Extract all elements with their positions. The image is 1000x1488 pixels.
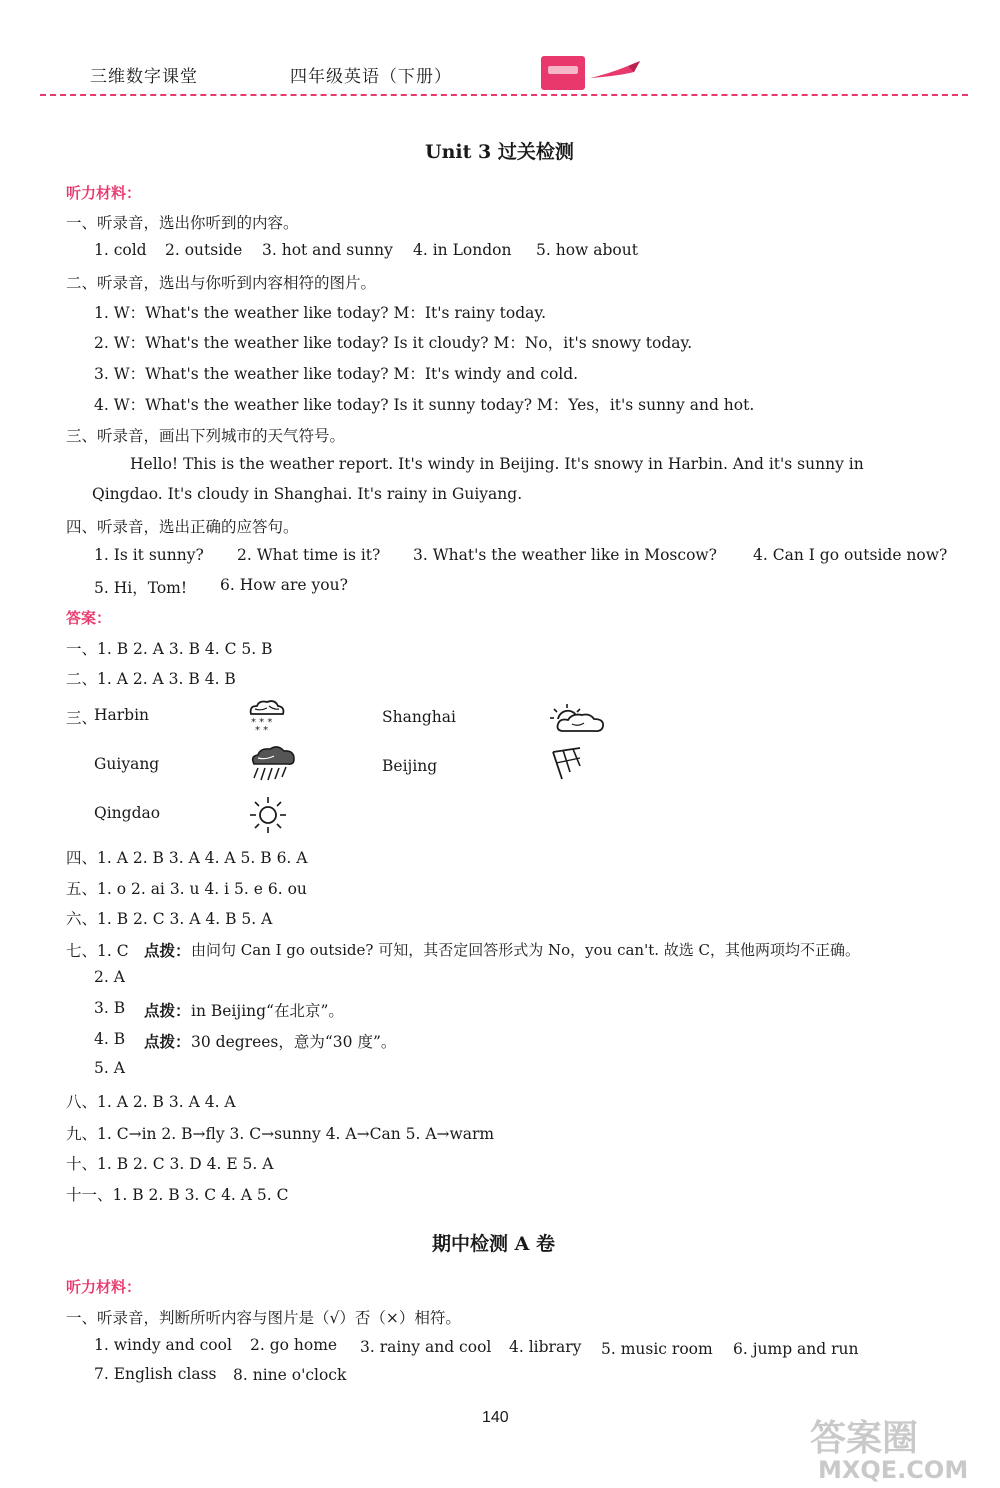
rocket-icon [588,58,643,82]
midterm-listening-label: 听力材料： [66,1278,142,1296]
s3-paragraph-line-1: Hello! This is the weather report. It's windy in Beijing. It's snowy in Harbin. And it's sunny in [130,455,864,473]
answer-line: 六、1. B 2. C 3. A 4. B 5. A [66,910,273,928]
unit3-title: Unit 3 过关检测 [425,141,574,163]
page-number: 140 [482,1409,509,1426]
midterm-s1-heading: 一、听录音，判断所听内容与图片是（√）否（×）相符。 [66,1309,461,1327]
city-label: Guiyang [94,755,160,773]
cloudy-icon [548,703,608,737]
s1-item: 5. how about [536,241,638,259]
answer-7-1: 七、1. C [66,942,129,960]
answer-line: 五、1. o 2. ai 3. u 4. i 5. e 6. ou [66,880,307,898]
s1-item: 4. in London [413,241,512,259]
answer-line: 十、1. B 2. C 3. D 4. E 5. A [66,1155,274,1173]
hint-text: in Beijing“在北京”。 [191,1002,344,1020]
snowy-icon [245,698,287,734]
unit3-listening-label: 听力材料： [66,184,142,202]
s3-heading: 三、听录音，画出下列城市的天气符号。 [66,427,346,445]
s2-line: 1. W：What's the weather like today? M：It's rainy today. [94,304,546,322]
svg-text:* *: * * [255,725,269,736]
svg-text:* * *: * * * [251,717,273,728]
city-label: Beijing [382,757,438,775]
s4-item: 6. How are you? [220,576,348,594]
watermark-cn: 答案圈 [810,1418,919,1459]
hint-text: 由问句 Can I go outside? 可知，其否定回答形式为 No，you can't. 故选 C，其他两项均不正确。 [191,941,861,959]
midterm-item: 4. library [509,1338,582,1356]
s1-item: 3. hot and sunny [262,241,393,259]
answer-7-4: 4. B [94,1030,126,1048]
city-label: Harbin [94,706,150,724]
header-divider [40,94,968,96]
midterm-item: 1. windy and cool [94,1336,232,1354]
midterm-item: 5. music room [601,1340,713,1358]
answer-line: 九、1. C→in 2. B→fly 3. C→sunny 4. A→Can 5. A→warm [66,1125,495,1143]
midterm-item: 6. jump and run [733,1340,859,1358]
s4-item: 1. Is it sunny? [94,546,204,564]
hint-label: 点拨： [144,1032,191,1051]
s1-item: 1. cold [94,241,147,259]
s1-item: 2. outside [165,241,243,259]
s4-item: 5. Hi，Tom! [94,579,188,597]
s2-heading: 二、听录音，选出与你听到内容相符的图片。 [66,274,377,292]
watermark: MXQE.COM [818,1456,969,1484]
answer-line: 四、1. A 2. B 3. A 4. A 5. B 6. A [66,849,308,867]
answer-line: 八、1. A 2. B 3. A 4. A [66,1093,236,1111]
s3-paragraph-line-2: Qingdao. It's cloudy in Shanghai. It's rainy in Guiyang. [92,485,523,503]
midterm-item: 7. English class [94,1365,217,1383]
midterm-item: 2. go home [250,1336,338,1354]
answers-label: 答案： [66,609,112,627]
s2-line: 3. W：What's the weather like today? M：It's windy and cold. [94,365,579,383]
brand-logo [541,56,585,90]
answer-line: 十一、1. B 2. B 3. C 4. A 5. C [66,1186,289,1204]
midterm-item: 3. rainy and cool [360,1338,492,1356]
answer-7-2: 2. A [94,968,125,986]
header-subject: 四年级英语（下册） [290,67,452,87]
s1-heading: 一、听录音，选出你听到的内容。 [66,214,299,232]
s2-line: 2. W：What's the weather like today? Is it cloudy? M：No，it's snowy today. [94,334,693,352]
answer-line: 一、1. B 2. A 3. B 4. C 5. B [66,640,273,658]
s4-item: 2. What time is it? [237,546,381,564]
midterm-title: 期中检测 A 卷 [432,1233,555,1255]
answer-7-5: 5. A [94,1059,125,1077]
s4-item: 3. What's the weather like in Moscow? [413,546,717,564]
city-label: Qingdao [94,804,161,822]
sunny-icon [248,795,288,835]
hint-label: 点拨： [144,941,191,960]
rainy-icon [248,744,298,784]
hint-label: 点拨： [144,1001,191,1020]
header-series: 三维数字课堂 [90,67,198,87]
s2-line: 4. W：What's the weather like today? Is it sunny today? M：Yes，it's sunny and hot. [94,396,755,414]
s4-heading: 四、听录音，选出正确的应答句。 [66,518,299,536]
windy-icon [550,746,586,782]
city-label: Shanghai [382,708,456,726]
s4-item: 4. Can I go outside now? [753,546,948,564]
hint-text: 30 degrees，意为“30 度”。 [191,1033,397,1051]
answer-3-prefix: 三、 [66,709,98,727]
answer-7-3: 3. B [94,999,126,1017]
midterm-item: 8. nine o'clock [233,1366,347,1384]
answer-line: 二、1. A 2. A 3. B 4. B [66,670,236,688]
